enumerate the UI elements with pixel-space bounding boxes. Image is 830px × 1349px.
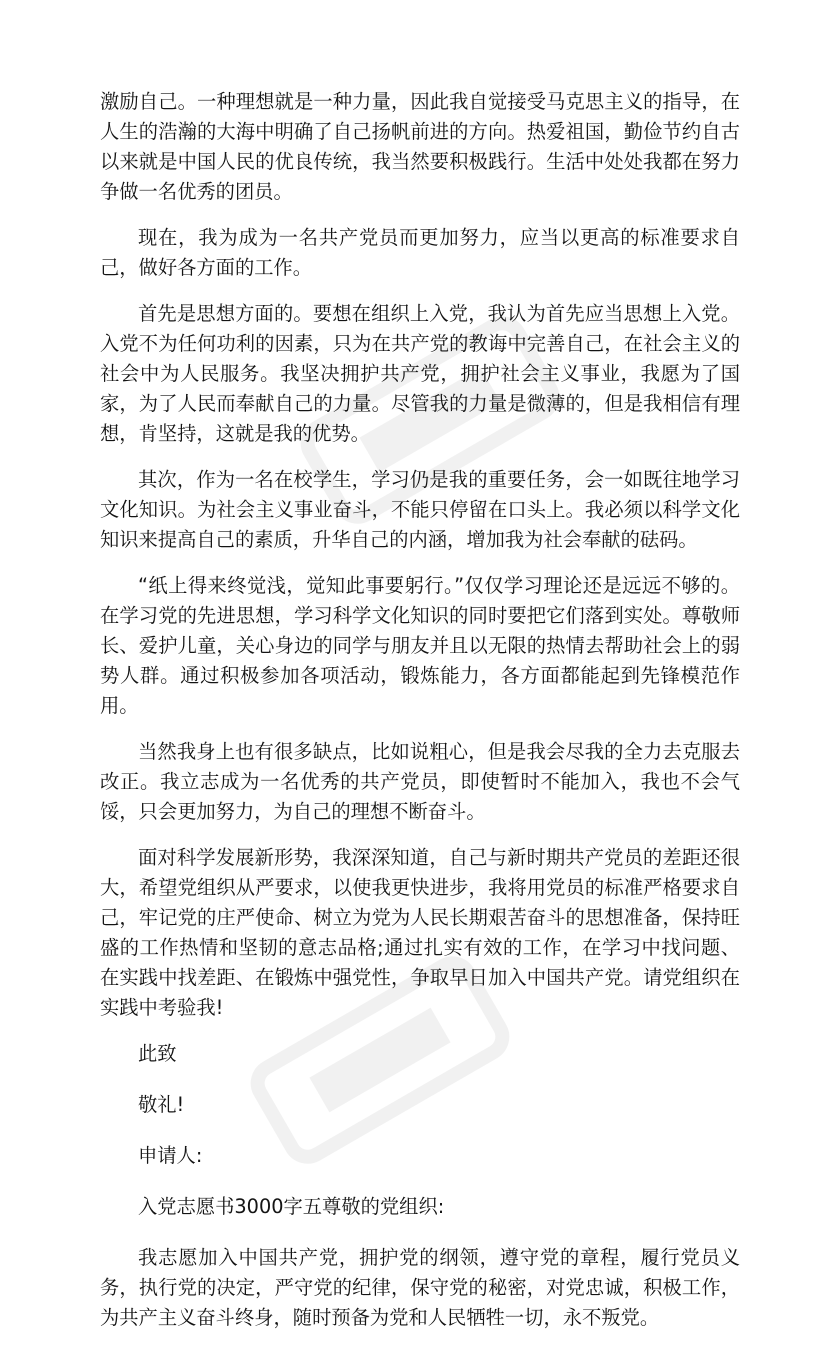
closing-respect: 敬礼! [138,1093,185,1116]
section-heading: 入党志愿书3000字五尊敬的党组织: [138,1195,445,1218]
document-page [100,87,740,1349]
paragraph: 当然我身上也有很多缺点，比如说粗心，但是我会尽我的全力去克服去改正。我立志成为一名优秀的共产党员，即使暂时不能加入，我也不会气馁，只会更加努力，为自己的理想不断奋斗。 [100,740,740,823]
paragraph: 面对科学发展新形势，我深深知道，自己与新时期共产党员的差距还很大，希望党组织从严要求，以使我更快进步，我将用党员的标准严格要求自己，牢记党的庄严使命、树立为党为人民长期艰苦奋斗的思想准备，保持旺盛的工作热情和坚韧的意志品格;通过扎实有效的工作，在学习中找问题、在实践中找差距、在锻炼中强党性，争取早日加入中国共产党。请党组织在实践中考验我! [100,846,740,1019]
paragraph: 其次，作为一名在校学生，学习仍是我的重要任务，会一如既往地学习文化知识。为社会主义事业奋斗，不能只停留在口头上。我必须以科学文化知识来提高自己的素质，升华自己的内涵，增加我为社会奉献的砝码。 [100,468,740,551]
paragraph: 现在，我为成为一名共产党员而更加努力，应当以更高的标准要求自己，做好各方面的工作。 [100,226,740,279]
closing-salutation: 此致 [138,1042,177,1065]
applicant-label: 申请人: [138,1144,203,1167]
paragraph: “纸上得来终觉浅，觉知此事要躬行。”仅仅学习理论还是远远不够的。在学习党的先进思想，学习科学文化知识的同时要把它们落到实处。尊敬师长、爱护儿童，关心身边的同学与朋友并且以无限的热情去帮助社会上的弱势人群。通过积极参加各项活动，锻炼能力，各方面都能起到先锋模范作用。 [100,574,740,717]
paragraph: 我志愿加入中国共产党，拥护党的纲领，遵守党的章程，履行党员义务，执行党的决定，严守党的纪律，保守党的秘密，对党忠诚，积极工作，为共产主义奋斗终身，随时预备为党和人民牺牲一切，永不叛党。 [100,1246,740,1329]
paragraph: 首先是思想方面的。要想在组织上入党，我认为首先应当思想上入党。入党不为任何功利的因素，只为在共产党的教诲中完善自己，在社会主义的社会中为人民服务。我坚决拥护共产党，拥护社会主义事业，我愿为了国家，为了人民而奉献自己的力量。尽管我的力量是微薄的，但是我相信有理想，肯坚持，这就是我的优势。 [100,302,740,445]
paragraph-continued: 激励自己。一种理想就是一种力量，因此我自觉接受马克思主义的指导，在人生的浩瀚的大海中明确了自己扬帆前进的方向。热爱祖国，勤俭节约自古以来就是中国人民的优良传统，我当然要积极践行。生活中处处我都在努力争做一名优秀的团员。 [100,90,740,203]
